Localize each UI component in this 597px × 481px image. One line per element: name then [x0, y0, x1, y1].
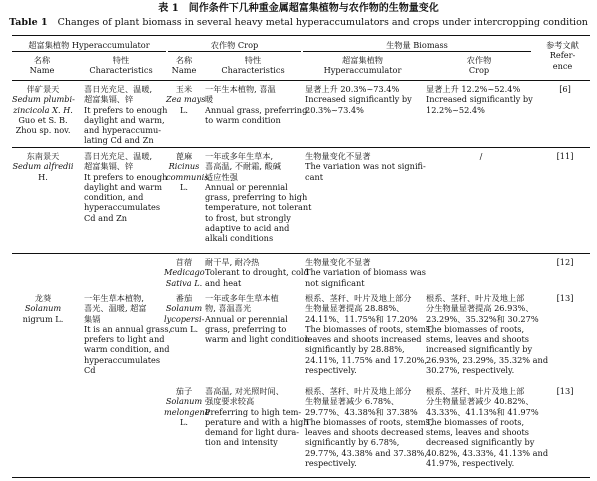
row3b-biomass-crop-line: increased significantly by — [426, 344, 533, 355]
row2-hyper-char-line: It prefers to enough — [84, 171, 168, 182]
row1-hyper-char-line: lating Cd and Zn — [84, 135, 154, 146]
row2-crop-char-line: adaptive to acid and — [205, 223, 290, 234]
header-rule — [12, 80, 590, 81]
row3-hyper-name — [12, 293, 74, 324]
header-hyper-char — [78, 55, 164, 76]
row3b-biomass-hyper-line: 24.11%, 11.75% and 17.20%, — [305, 354, 428, 365]
row2-crop-char-line: grass, preferring to high — [205, 192, 308, 203]
row3c-biomass-hyper-line: significantly by 6.78%, — [305, 437, 400, 448]
header-crop-char-en: Characteristics — [221, 65, 285, 76]
header-reference — [535, 40, 590, 71]
row1-hyper-name-zh: 伴矿景天 — [26, 84, 60, 94]
row3c-biomass-crop-line: 40.82%, 43.33%, 41.13% and — [426, 447, 549, 458]
row3c-biomass-hyper-line: 根系、茎秆、叶片及地上部分 — [305, 386, 412, 396]
row3c-biomass-hyper-line: 生物量显著减少 6.78%、 — [305, 396, 400, 407]
row1-crop-char-line: 暖 — [205, 94, 214, 105]
row2-biomass-hyper-line: cant — [305, 171, 324, 182]
row3-hyper-char-line: 喜光、温暖, 超富 — [84, 303, 147, 314]
row1-hyper-char-line: 超富集镉、锌 — [84, 94, 134, 105]
row3a-crop-name — [164, 257, 204, 288]
row3-hyper-char-line: prefers to light and — [84, 334, 165, 345]
row1-biomass-hyper-line: 显著上升 20.3%~73.4% — [305, 84, 400, 94]
row1-reference: [6] — [559, 84, 571, 94]
row3-hyper-char-line: 集镉 — [84, 313, 101, 324]
row1-crop-char-line: 一年生本植物, 喜温 — [205, 84, 276, 94]
header-crop: 农作物 Crop — [210, 40, 259, 50]
row1-hyper-name-sci-4: Zhou sp. nov. — [15, 125, 71, 136]
row3b-crop-char-line: 一年或多年生草本植 — [205, 293, 279, 303]
row3a-biomass-hyper-line: not significant — [305, 277, 365, 288]
row3c-crop-name-sci-2: melongena — [164, 406, 210, 417]
header-crop-char-zh: 特性 — [244, 55, 262, 65]
row3c-crop-name — [164, 386, 210, 427]
row3a-biomass-hyper-line: The variation of biomass was — [305, 267, 426, 278]
row2-hyper-char — [84, 151, 166, 223]
table-caption-en — [0, 17, 597, 29]
header-crop-name — [166, 55, 202, 76]
row2-crop-name-sci-2: communis — [166, 171, 209, 182]
row2-crop-char-line: 一年或多年生草本, — [205, 151, 274, 161]
row3c-biomass-crop — [426, 386, 549, 469]
row3c-biomass-crop-line: 41.97%, respectively. — [426, 458, 515, 469]
row2-hyper-char-line: Cd and Zn — [84, 212, 128, 223]
row2-crop-name-sci-1: Ricinus — [168, 161, 200, 172]
row1-crop-char-line: to warm condition — [205, 114, 281, 125]
row3b-biomass-hyper-line: 根系、茎秆、叶片及地上部分 — [305, 293, 412, 303]
row2-rule — [12, 253, 590, 254]
row3b-biomass-hyper-line: respectively. — [305, 365, 357, 376]
row3-hyper-name-sci-1: Solanum — [24, 303, 62, 314]
row3c-biomass-hyper-line: The biomasses of roots, stems, — [305, 416, 433, 427]
header-biomass-crop-en: Crop — [468, 65, 490, 76]
row1-hyper-name — [12, 84, 74, 135]
table-caption-en-text: Changes of plant biomass in several heavy metal hyperaccumulators and crops under intercropping condition — [57, 17, 588, 28]
row2-crop-char-line: to frost, but strongly — [205, 212, 291, 223]
row3b-biomass-hyper-line: significantly by 28.88%, — [305, 344, 405, 355]
row3b-biomass-crop-line: 分生物量显著提高 26.93%、 — [426, 303, 534, 314]
row1-crop-name — [166, 84, 206, 115]
row3c-biomass-crop-line: 分生物量显著减少 40.82%、 — [426, 396, 534, 407]
row3b-crop-name-sci-2: lycopersi- — [164, 313, 205, 324]
header-reference-en-1: Refer- — [549, 50, 576, 61]
row1-crop-name-zh: 玉米 — [175, 84, 193, 94]
row1-crop-name-auth: L. — [179, 104, 189, 115]
row3c-crop-char-line: Preferring to high tem- — [205, 406, 302, 417]
row2-biomass-crop: / — [479, 151, 483, 161]
hyper-group-underline — [12, 51, 166, 52]
row1-rule — [12, 147, 590, 148]
row3b-biomass-hyper-line: 24.11%、11.75%和 17.20% — [305, 313, 418, 324]
header-hyper-name-zh: 名称 — [33, 55, 51, 65]
row3b-biomass-crop-line: 根系、茎秆、叶片及地上部 — [426, 293, 525, 303]
row3b-biomass-crop-line: 23.29%、35.32%和 30.27% — [426, 313, 539, 324]
row2-crop-name-zh: 蓖麻 — [175, 151, 193, 161]
header-biomass-hyper-en: Hyperaccumulator — [323, 65, 402, 76]
row3a-crop-char-line: and heat — [205, 277, 242, 288]
row3b-crop-char — [205, 293, 310, 345]
row1-biomass-hyper-line: 20.3%~73.4% — [305, 104, 364, 115]
header-crop-name-en: Name — [171, 65, 197, 76]
row2-crop-char-line: Annual or perennial — [205, 181, 288, 192]
row1-biomass-crop-line: Increased significantly by — [426, 94, 533, 105]
row3b-crop-name-auth: cum L. — [169, 323, 199, 334]
row3a-crop-name-sci-2: Sativa L. — [165, 277, 203, 288]
row2-crop-char — [205, 151, 312, 244]
row1-hyper-name-sci-1: Sedum plumbi- — [12, 94, 75, 105]
row2-biomass-hyper — [305, 151, 426, 182]
row2-crop-char-line: alkali conditions — [205, 233, 274, 244]
row3a-crop-name-sci-1: Medicago — [164, 267, 205, 278]
row3c-crop-char-line: demand for light dura- — [205, 427, 300, 438]
row3c-biomass-crop-line: 根系、茎秆、叶片及地上部 — [426, 386, 525, 396]
row2-hyper-name-sci: Sedum alfredii — [12, 161, 74, 172]
row2-crop-char-line: 喜高温, 不耐霜, 酸碱 — [205, 161, 281, 172]
row3b-crop-char-line: 物, 喜温喜光 — [205, 303, 252, 314]
row1-biomass-crop — [426, 84, 536, 115]
row1-crop-name-sci: Zea mays — [166, 94, 206, 105]
row1-biomass-crop-line: 显著上升 12.2%~52.4% — [426, 84, 521, 94]
row3a-crop-name-zh: 苜蓿 — [175, 257, 193, 267]
row3c-biomass-hyper — [305, 386, 433, 469]
row2-crop-char-line: temperature, not tolerant — [205, 202, 312, 213]
row2-hyper-name — [12, 151, 74, 182]
row3b-biomass-crop-line: stems, leaves and shoots — [426, 334, 529, 345]
row1-hyper-char-line: and hyperaccumu- — [84, 125, 162, 136]
row3c-biomass-crop-line: The biomasses of roots, — [426, 416, 525, 427]
biomass-group-underline — [303, 51, 531, 52]
row3b-biomass-crop-line: 26.93%, 23.29%, 35.32% and — [426, 354, 549, 365]
row2-crop-char-line: 适应性强 — [205, 171, 238, 182]
row1-hyper-char-line: 喜日光充足、温暖, — [84, 84, 153, 94]
row3b-biomass-hyper-line: leaves and shoots increased — [305, 334, 422, 345]
row2-hyper-char-line: daylight and warm — [84, 181, 162, 192]
row1-biomass-hyper-line: Increased significantly by — [305, 94, 412, 105]
header-hyper-char-en: Characteristics — [89, 65, 153, 76]
header-hyper-name — [12, 55, 72, 76]
row3c-crop-name-sci-1: Solanum — [165, 396, 203, 407]
row3c-crop-char-line: 强度要求较高 — [205, 396, 255, 407]
row3b-crop-char-line: grass, preferring to — [205, 323, 287, 334]
row3c-biomass-crop-line: decreased significantly by — [426, 437, 535, 448]
row1-crop-char — [205, 84, 308, 125]
row3-hyper-name-sci-2: nigrum L. — [22, 313, 64, 324]
row2-hyper-char-line: 超富集镉、锌 — [84, 161, 134, 172]
row3c-crop-name-zh: 茄子 — [175, 386, 193, 396]
row1-biomass-crop-line: 12.2%~52.4% — [426, 104, 485, 115]
row3b-biomass-hyper — [305, 293, 433, 376]
row2-biomass-hyper-line: The variation was not signifi- — [305, 161, 426, 172]
crop-group-underline — [168, 51, 301, 52]
row2-hyper-char-line: 喜日光充足、温暖, — [84, 151, 153, 161]
row3b-crop-char-line: Annual or perennial — [205, 313, 288, 324]
table-caption-zh: 表 1 间作条件下几种重金属超富集植物与农作物的生物量变化 — [158, 3, 439, 14]
row3-hyper-char-line: It is an annual grass, — [84, 323, 172, 334]
row3b-biomass-crop-line: The biomasses of roots, — [426, 323, 525, 334]
row2-reference: [11] — [556, 151, 574, 161]
row3-hyper-name-zh: 龙葵 — [34, 293, 52, 303]
header-biomass: 生物量 Biomass — [386, 40, 448, 50]
row3-hyper-char-line: warm condition, and — [84, 344, 170, 355]
row3b-crop-char-line: warm and light condition — [205, 334, 310, 345]
row2-biomass-hyper-line: 生物量变化不显著 — [305, 151, 371, 161]
row3b-biomass-crop-line: 30.27%, respectively. — [426, 365, 515, 376]
row3b-biomass-crop — [426, 293, 549, 376]
row3c-crop-char-line: tion and intensity — [205, 437, 278, 448]
header-biomass-hyper — [303, 55, 422, 76]
row2-hyper-name-zh: 东南景天 — [26, 151, 60, 161]
row3c-crop-char-line: perature and with a high — [205, 416, 309, 427]
row3-hyper-char-line: 一年生草本植物, — [84, 293, 144, 303]
row3c-biomass-crop-line: 43.33%、41.13%和 41.97% — [426, 406, 539, 417]
row3c-reference: [13] — [556, 386, 574, 396]
table-label: Table 1 — [9, 17, 48, 28]
row1-hyper-name-sci-2: zincicola X. H. — [13, 104, 73, 115]
header-crop-name-zh: 名称 — [175, 55, 193, 65]
row3b-biomass-hyper-line: The biomasses of roots, stems, — [305, 323, 433, 334]
row3a-reference: [12] — [556, 257, 574, 267]
row3a-biomass-hyper — [305, 257, 426, 288]
row3a-crop-char-line: Tolerant to drought, cold — [205, 267, 309, 278]
row3a-biomass-hyper-line: 生物量变化不显著 — [305, 257, 371, 267]
header-biomass-crop-zh: 农作物 — [466, 55, 492, 65]
row3b-reference: [13] — [556, 293, 574, 303]
bottom-rule — [12, 477, 590, 478]
row3c-biomass-hyper-line: respectively. — [305, 458, 357, 469]
row3c-crop-char-line: 喜高温, 对光照时间、 — [205, 386, 284, 396]
row2-hyper-char-line: hyperaccumulates — [84, 202, 161, 213]
header-reference-zh: 参考文献 — [546, 40, 579, 50]
row3c-biomass-hyper-line: leaves and shoots decreased — [305, 427, 424, 438]
header-reference-en-2: ence — [552, 60, 573, 71]
row3c-biomass-hyper-line: 29.77%, 43.38% and 37.38%, — [305, 447, 428, 458]
row1-hyper-char-line: It prefers to enough — [84, 104, 168, 115]
row1-hyper-name-sci-3: Guo et S. B. — [18, 114, 68, 125]
row3c-crop-char — [205, 386, 309, 448]
header-crop-char — [203, 55, 303, 76]
header-biomass-crop — [424, 55, 534, 76]
row3b-crop-name-zh: 番茄 — [175, 293, 193, 303]
row3-hyper-char-line: hyperaccumulates — [84, 354, 161, 365]
row1-biomass-hyper — [305, 84, 423, 115]
row3a-crop-char-line: 耐干旱, 耐冷热 — [205, 257, 260, 267]
row2-hyper-char-line: condition, and — [84, 192, 144, 203]
row3b-crop-name-sci-1: Solanum — [165, 303, 203, 314]
row3a-crop-char — [205, 257, 309, 288]
row2-hyper-name-auth: H. — [38, 171, 48, 182]
row3c-crop-name-auth: L. — [179, 416, 189, 427]
header-hyper-name-en: Name — [29, 65, 55, 76]
row3c-biomass-hyper-line: 29.77%、43.38%和 37.38% — [305, 406, 418, 417]
row3b-biomass-hyper-line: 生物量显著提高 28.88%、 — [305, 303, 405, 314]
row3-hyper-char-line: Cd — [84, 365, 96, 376]
header-hyper-char-zh: 特性 — [112, 55, 130, 65]
row1-crop-char-line: Annual grass, preferring — [205, 104, 308, 115]
row1-hyper-char-line: daylight and warm, — [84, 114, 165, 125]
row3c-biomass-crop-line: stems, leaves and shoots — [426, 427, 529, 438]
row2-crop-name — [166, 151, 209, 192]
row3b-crop-name — [164, 293, 204, 334]
header-biomass-hyper-zh: 超富集植物 — [342, 55, 383, 65]
header-hyperaccumulator: 超富集植物 Hyperaccumulator — [28, 40, 150, 50]
row2-crop-name-auth: L. — [179, 181, 189, 192]
row1-hyper-char — [84, 84, 166, 146]
row3-hyper-char — [84, 293, 172, 376]
top-rule — [12, 35, 590, 36]
